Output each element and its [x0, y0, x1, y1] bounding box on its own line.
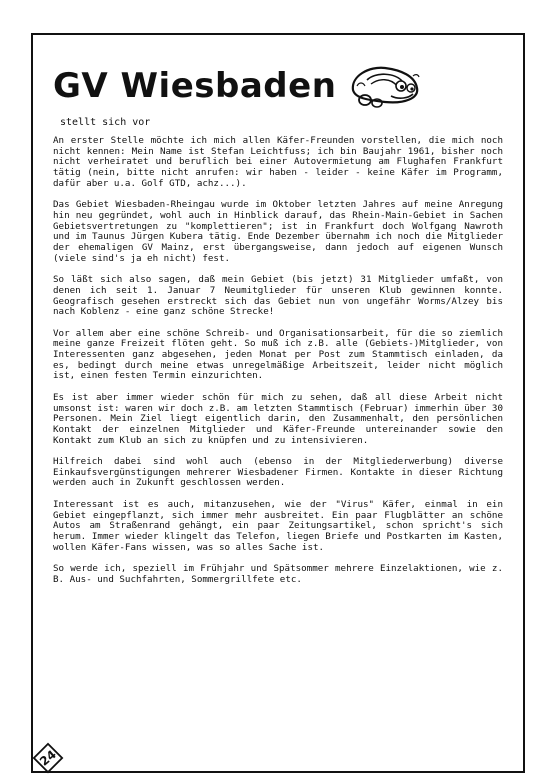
beetle-mascot-icon: [347, 62, 423, 110]
paragraph: Hilfreich dabei sind wohl auch (ebenso in der Mitgliederwerbung) diverse Einkaufsvergünstigungen mehrerer Wiesbadener Firmen. Kontakte in dieser Richtung werden auch in Zukunft geschlossen werden.: [53, 456, 503, 489]
paragraph: So läßt sich also sagen, daß mein Gebiet (bis jetzt) 31 Mitglieder umfaßt, von denen ich seit 1. Januar 7 Neumitglieder für unseren Klub gewinnen konnte. Geografisch gesehen erstreckt sich das Gebiet nun von ungefähr Worms/Alzey bis nach Koblenz - eine ganz schöne Strecke!: [53, 274, 503, 318]
header: [53, 62, 503, 122]
page-title: GV Wiesbaden: [53, 66, 337, 106]
paragraph: Das Gebiet Wiesbaden-Rheingau wurde im Oktober letzten Jahres auf meine Anregung hin neu gegründet, wohl auch in Hinblick darauf, das Rhein-Main-Gebiet in Sachen Gebietsvertretungen zu "komplettieren"; ist in Frankfurt doch Wolfgang Nawroth und im Taunus Jürgen Kubera tätig. Ende Dezember übernahm ich noch die Mitglieder der ehemaligen GV Mainz, erst übergangsweise, dann jedoch auf eigenen Wunsch (viele sind's ja eh nicht) fest.: [53, 199, 503, 264]
article-body: [53, 136, 503, 596]
subtitle: stellt sich vor: [60, 117, 151, 128]
page-number-badge: [29, 739, 67, 777]
paragraph: Interessant ist es auch, mitanzusehen, wie der "Virus" Käfer, einmal in ein Gebiet eingepflanzt, sich immer mehr ausbreitet. Ein paar Flugblätter an schöne Autos am Straßenrand gehängt, ein paar Zeitungsartikel, schon spricht's sich herum. Immer wieder klingelt das Telefon, liegen Briefe und Postkarten im Kasten, wollen Käfer-Fans wissen, was so alles Sache ist.: [53, 498, 503, 553]
paragraph: Es ist aber immer wieder schön für mich zu sehen, daß all diese Arbeit nicht umsonst ist: waren wir doch z.B. am letzten Stammtisch (Februar) immerhin über 30 Personen. Mein Ziel liegt eigentlich darin, den Zusammenhalt, den persönlichen Kontakt der einzelnen Mitglieder und Käfer-Freunde untereinander sowie den Kontakt zum Klub an sich zu knüpfen und zu intensivieren.: [53, 391, 503, 446]
page-number: 24: [37, 747, 59, 769]
paragraph: Vor allem aber eine schöne Schreib- und Organisationsarbeit, für die so ziemlich meine ganze Freizeit flöten geht. So muß ich z.B. alle (Gebiets-)Mitglieder, von Interessenten ganz abgesehen, jeden Monat per Post zum Stammtisch einladen, da es, bedingt durch meine etwas unregelmäßige Arbeitszeit, leider nicht möglich ist, einen festen Termin einzurichten.: [53, 327, 503, 382]
paragraph: An erster Stelle möchte ich mich allen Käfer-Freunden vorstellen, die mich noch nicht kennen: Mein Name ist Stefan Leichtfuss; ich bin Baujahr 1961, bisher noch nicht verheiratet und beruflich bei einer Autovermietung am Flughafen Frankfurt tätig (nein, bitte nicht anrufen: wir haben - leider - keine Käfer im Programm, dafür aber u.a. Golf GTD, achz...).: [53, 135, 503, 189]
paragraph: So werde ich, speziell im Frühjahr und Spätsommer mehrere Einzelaktionen, wie z. B. Aus- und Suchfahrten, Sommergrillfete etc.: [53, 563, 503, 585]
